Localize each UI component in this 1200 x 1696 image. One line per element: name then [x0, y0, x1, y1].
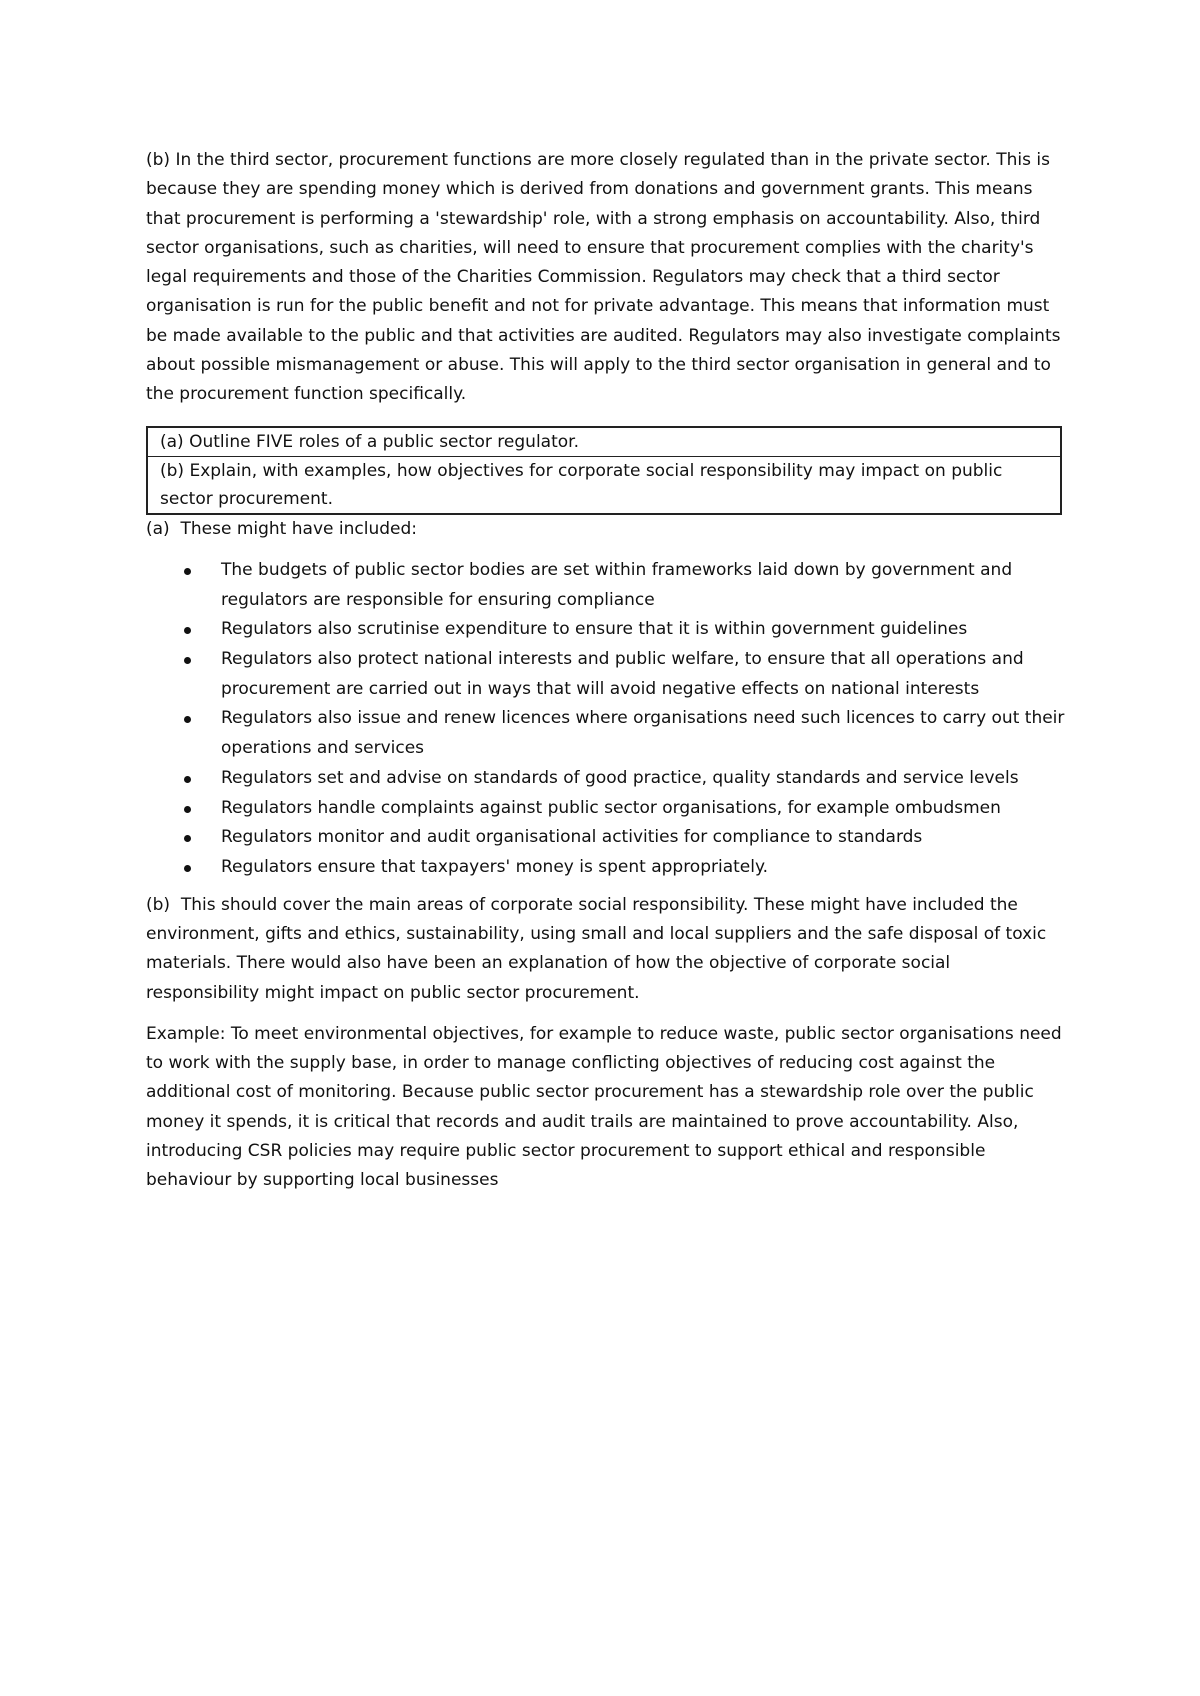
bullet-text: Regulators ensure that taxpayers' money is spent appropriately. [221, 857, 769, 877]
intro-text: In the third sector, procurement functions are more closely regulated than in the private sector. This is because they are spending money which is derived from donations and government grants. This means that procurement is performing a 'stewardship' role, with a strong emphasis on accountability. Also, third sector organisations, such as charities, will need to ensure that procurement complies with the charity's legal requirements and those of the Charities Commission. Regulators may check that a third sector organisation is run for the public benefit and not for private advantage. This means that information must be made available to the public and that activities are audited. Regulators may also investigate complaints about possible mismanagement or abuse. This will apply to the third sector organisation in general and to the procurement function specifically. [146, 150, 1061, 405]
list-item [146, 794, 1066, 824]
list-item [146, 556, 1066, 615]
list-item [146, 764, 1066, 794]
bullet-icon [184, 806, 191, 813]
answer-a-intro [146, 515, 1066, 544]
bullet-icon [184, 835, 191, 842]
example-paragraph: Example: To meet environmental objectives, for example to reduce waste, public sector organisations need to work with the supply base, in order to manage conflicting objectives of reducing cost against the additional cost of monitoring. Because public sector procurement has a stewardship role over the public money it spends, it is critical that records and audit trails are maintained to prove accountability. Also, introducing CSR policies may require public sector procurement to support ethical and responsible behaviour by supporting local businesses [146, 1023, 1062, 1191]
bullet-text: The budgets of public sector bodies are set within frameworks laid down by government and regulators are responsible for ensuring compliance [221, 559, 1013, 610]
question-b-label: (b) [160, 460, 185, 481]
answer-a-label: (a) [146, 518, 170, 539]
bullet-text: Regulators monitor and audit organisational activities for compliance to standards [221, 827, 923, 848]
document-page [146, 146, 1066, 1196]
list-item [146, 823, 1066, 853]
answer-b-text: This should cover the main areas of corporate social responsibility. These might have included the environment, gifts and ethics, sustainability, using small and local suppliers and the safe disposal of toxic materials. There would also have been an explanation of how the objective of corporate social responsibility might impact on public sector procurement. [146, 894, 1047, 1003]
intro-label: (b) [146, 150, 171, 170]
answer-b-paragraph [146, 891, 1066, 1008]
answer-a-bullet-list [146, 556, 1066, 883]
list-item [146, 615, 1066, 645]
intro-paragraph [146, 146, 1066, 410]
bullet-icon [184, 627, 191, 634]
question-part-b [148, 456, 1060, 513]
answer-b-label: (b) [146, 894, 171, 915]
bullet-text: Regulators handle complaints against public sector organisations, for example ombudsmen [221, 797, 1001, 818]
question-b-text: Explain, with examples, how objectives for corporate social responsibility may impact on public sector procurement. [160, 460, 1003, 509]
bullet-text: Regulators set and advise on standards of good practice, quality standards and service levels [221, 767, 1019, 788]
bullet-text: Regulators also protect national interests and public welfare, to ensure that all operations and procurement are carried out in ways that will avoid negative effects on national interests [221, 649, 1024, 699]
bullet-icon [184, 657, 191, 664]
bullet-text: Regulators also scrutinise expenditure to ensure that it is within government guidelines [221, 619, 968, 640]
list-item [146, 645, 1066, 704]
question-part-a [148, 428, 1060, 456]
bullet-icon [184, 865, 191, 872]
answer-a-intro-text: These might have included: [180, 518, 417, 539]
question-a-text: Outline FIVE roles of a public sector regulator. [189, 431, 579, 452]
bullet-icon [184, 716, 191, 723]
bullet-icon [184, 568, 191, 575]
question-box [146, 426, 1062, 515]
question-a-label: (a) [160, 431, 184, 452]
list-item [146, 853, 1066, 883]
list-item [146, 704, 1066, 763]
bullet-icon [184, 776, 191, 783]
bullet-text: Regulators also issue and renew licences where organisations need such licences to carry out their operations and services [221, 708, 1065, 759]
